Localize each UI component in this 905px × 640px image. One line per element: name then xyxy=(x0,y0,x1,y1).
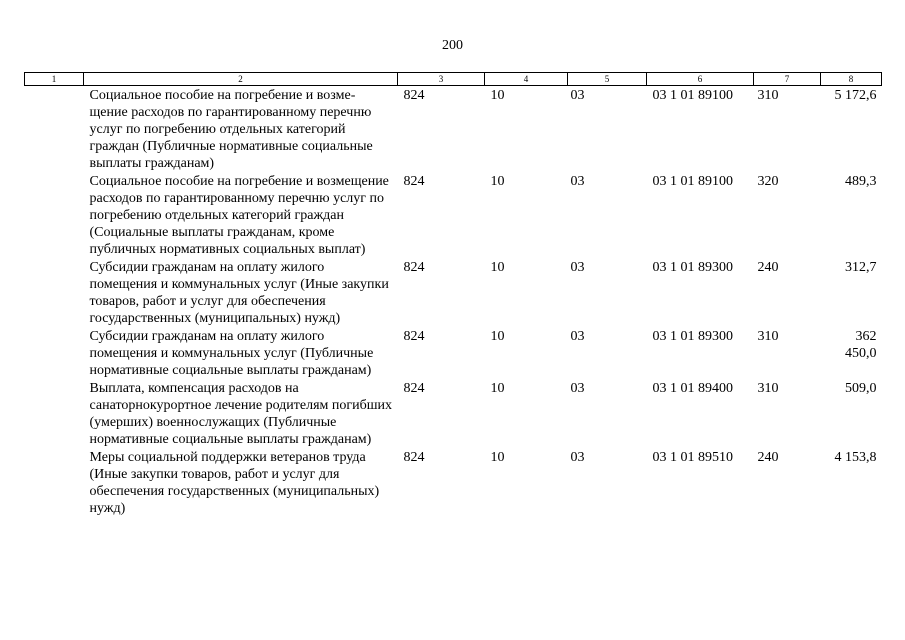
row-cell-col1 xyxy=(25,172,84,258)
row-cell-col3: 824 xyxy=(403,329,425,344)
budget-table xyxy=(24,72,882,517)
row-amount: 509,0 xyxy=(845,381,877,396)
row-cell-col7: 320 xyxy=(757,174,779,189)
header-row xyxy=(25,73,882,86)
header-col-6: 6 xyxy=(647,73,754,86)
header-col-8: 8 xyxy=(821,73,882,86)
row-amount: 489,3 xyxy=(845,174,877,189)
row-cell-col4: 10 xyxy=(490,174,505,189)
table-row xyxy=(25,379,882,448)
table-row xyxy=(25,327,882,379)
row-cell-col6: 03 1 01 89300 xyxy=(652,329,733,344)
row-description: Выплата, компенсация расходов на санаторнокурортное лечение родителям погибших (умерших) военнослужащих (Публичные нормативные социальные выплаты гражданам) xyxy=(89,381,393,447)
header-col-3: 3 xyxy=(398,73,485,86)
table-header xyxy=(25,73,882,86)
row-amount: 4 153,8 xyxy=(834,450,877,465)
row-cell-col1 xyxy=(25,448,84,517)
row-description: Социальное пособие на погребение и возмещение расходов по гарантированному перечню услуг по погребению отдельных категорий граждан (Социальные выплаты гражданам, кроме публичных нормативных социальных выплат) xyxy=(89,174,389,257)
row-cell-col7: 240 xyxy=(757,450,779,465)
row-cell-col3: 824 xyxy=(403,88,425,103)
row-cell-col7: 310 xyxy=(757,381,779,396)
row-amount: 312,7 xyxy=(845,260,877,275)
header-col-1: 1 xyxy=(25,73,84,86)
row-cell-col1 xyxy=(25,327,84,379)
table-row xyxy=(25,258,882,327)
row-amount: 5 172,6 xyxy=(834,88,877,103)
row-description: Социальное пособие на погребение и возме- щение расходов по гарантированному перечню услуг по погребению отдельных категорий граждан (Публичные нормативные социальные выплаты гражданам) xyxy=(89,88,373,171)
row-cell-col6: 03 1 01 89300 xyxy=(652,260,733,275)
row-cell-col5: 03 xyxy=(570,450,585,465)
row-cell-col5: 03 xyxy=(570,381,585,396)
row-cell-col3: 824 xyxy=(403,450,425,465)
table-body xyxy=(25,86,882,518)
row-description: Меры социальной поддержки ветеранов труда (Иные закупки товаров, работ и услуг для обеспечения государственных (муниципальных) нужд) xyxy=(89,450,380,516)
page-number: 200 xyxy=(442,38,463,53)
header-col-4: 4 xyxy=(485,73,568,86)
row-cell-col4: 10 xyxy=(490,381,505,396)
row-cell-col3: 824 xyxy=(403,260,425,275)
header-col-7: 7 xyxy=(754,73,821,86)
row-cell-col7: 310 xyxy=(757,88,779,103)
row-cell-col7: 240 xyxy=(757,260,779,275)
row-cell-col6: 03 1 01 89510 xyxy=(652,450,733,465)
row-cell-col6: 03 1 01 89100 xyxy=(652,174,733,189)
row-cell-col4: 10 xyxy=(490,260,505,275)
row-cell-col1 xyxy=(25,258,84,327)
row-description: Субсидии гражданам на оплату жилого помещения и коммунальных услуг (Иные закупки товаров, работ и услуг для обеспечения государственных (муниципальных) нужд) xyxy=(89,260,389,326)
row-cell-col5: 03 xyxy=(570,88,585,103)
header-col-2: 2 xyxy=(84,73,398,86)
row-cell-col5: 03 xyxy=(570,260,585,275)
row-amount: 362 450,0 xyxy=(845,329,877,361)
row-cell-col5: 03 xyxy=(570,174,585,189)
row-cell-col5: 03 xyxy=(570,329,585,344)
table-row xyxy=(25,448,882,517)
row-cell-col3: 824 xyxy=(403,381,425,396)
row-cell-col6: 03 1 01 89400 xyxy=(652,381,733,396)
row-cell-col4: 10 xyxy=(490,88,505,103)
row-description: Субсидии гражданам на оплату жилого помещения и коммунальных услуг (Публичные нормативные социальные выплаты гражданам) xyxy=(89,329,374,378)
row-cell-col3: 824 xyxy=(403,174,425,189)
row-cell-col7: 310 xyxy=(757,329,779,344)
row-cell-col4: 10 xyxy=(490,329,505,344)
row-cell-col1 xyxy=(25,379,84,448)
row-cell-col1 xyxy=(25,86,84,173)
row-cell-col6: 03 1 01 89100 xyxy=(652,88,733,103)
table-row xyxy=(25,172,882,258)
table-row xyxy=(25,86,882,173)
row-cell-col4: 10 xyxy=(490,450,505,465)
header-col-5: 5 xyxy=(568,73,647,86)
